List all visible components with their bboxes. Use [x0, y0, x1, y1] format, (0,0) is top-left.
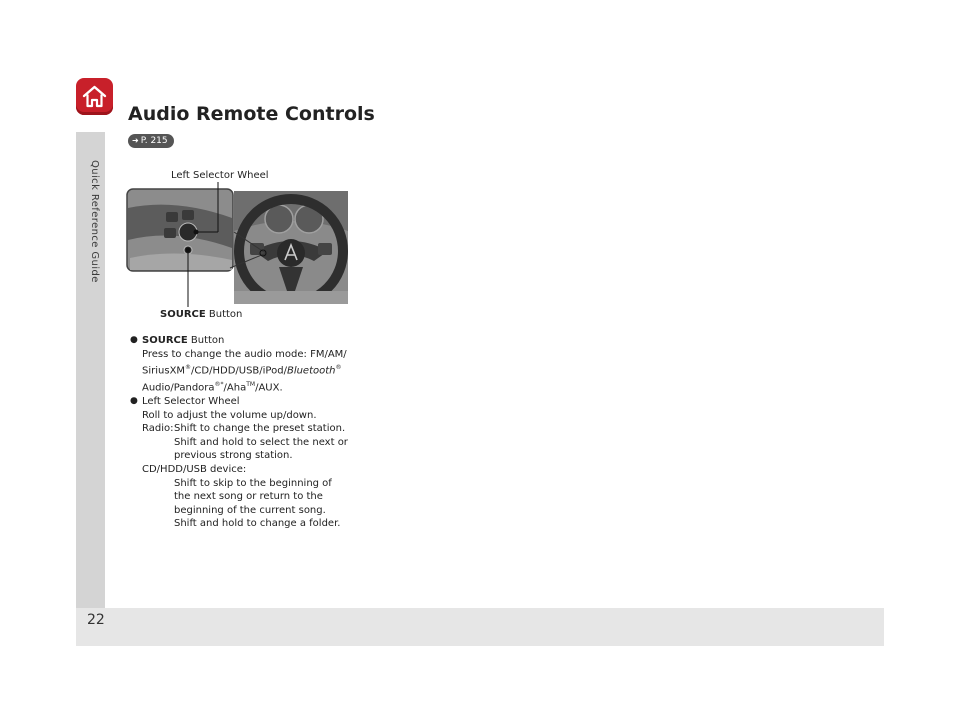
item-title-rest: Button: [187, 335, 225, 346]
item-line: Shift and hold to change a folder.: [174, 518, 341, 530]
footnote-mark: *: [220, 381, 224, 389]
item-line: previous strong station.: [174, 450, 293, 462]
text-run: Audio/Pandora: [142, 382, 215, 394]
description-list: [130, 334, 390, 531]
list-item: [130, 334, 390, 395]
page-number: 22: [87, 612, 105, 628]
radio-head: Radio:: [142, 423, 174, 435]
left-selector-wheel-label: Left Selector Wheel: [171, 170, 269, 181]
item-line: Shift to skip to the beginning of: [174, 477, 332, 489]
item-line: CD/HDD/USB device:: [142, 464, 247, 475]
registered-mark: ®: [185, 364, 192, 372]
bullet-icon: ●: [130, 396, 138, 407]
text-run: /AUX.: [255, 382, 283, 394]
item-line: beginning of the current song.: [174, 504, 326, 516]
trademark-mark: TM: [246, 381, 256, 389]
bullet-icon: ●: [130, 335, 138, 345]
item-line: [142, 422, 390, 436]
arrow-icon: ➜: [132, 136, 139, 145]
text-run: Shift to change the preset station.: [174, 423, 346, 435]
source-label-bold: SOURCE: [160, 309, 206, 320]
item-title: Left Selector Wheel: [142, 396, 240, 408]
item-line: Roll to adjust the volume up/down.: [142, 409, 317, 421]
registered-mark: ®: [214, 381, 221, 389]
item-title-bold: SOURCE: [142, 335, 188, 346]
text-run-italic: Bluetooth: [286, 365, 336, 377]
side-tab-label: Quick Reference Guide: [89, 160, 100, 283]
text-run: /Aha: [223, 382, 247, 394]
item-line: [142, 361, 390, 378]
source-label-rest: Button: [205, 309, 243, 320]
text-run: SiriusXM: [142, 365, 186, 377]
page-reference-text: P. 215: [140, 136, 168, 146]
list-item: [130, 395, 390, 531]
item-line: [142, 378, 390, 395]
page-title: Audio Remote Controls: [128, 103, 375, 125]
registered-mark: ®: [335, 364, 342, 372]
text-run: /CD/HDD/USB/iPod/: [191, 365, 287, 377]
item-line: the next song or return to the: [174, 491, 323, 503]
item-line: Shift and hold to select the next or: [174, 436, 348, 448]
item-line: Press to change the audio mode: FM/AM/: [142, 348, 347, 360]
